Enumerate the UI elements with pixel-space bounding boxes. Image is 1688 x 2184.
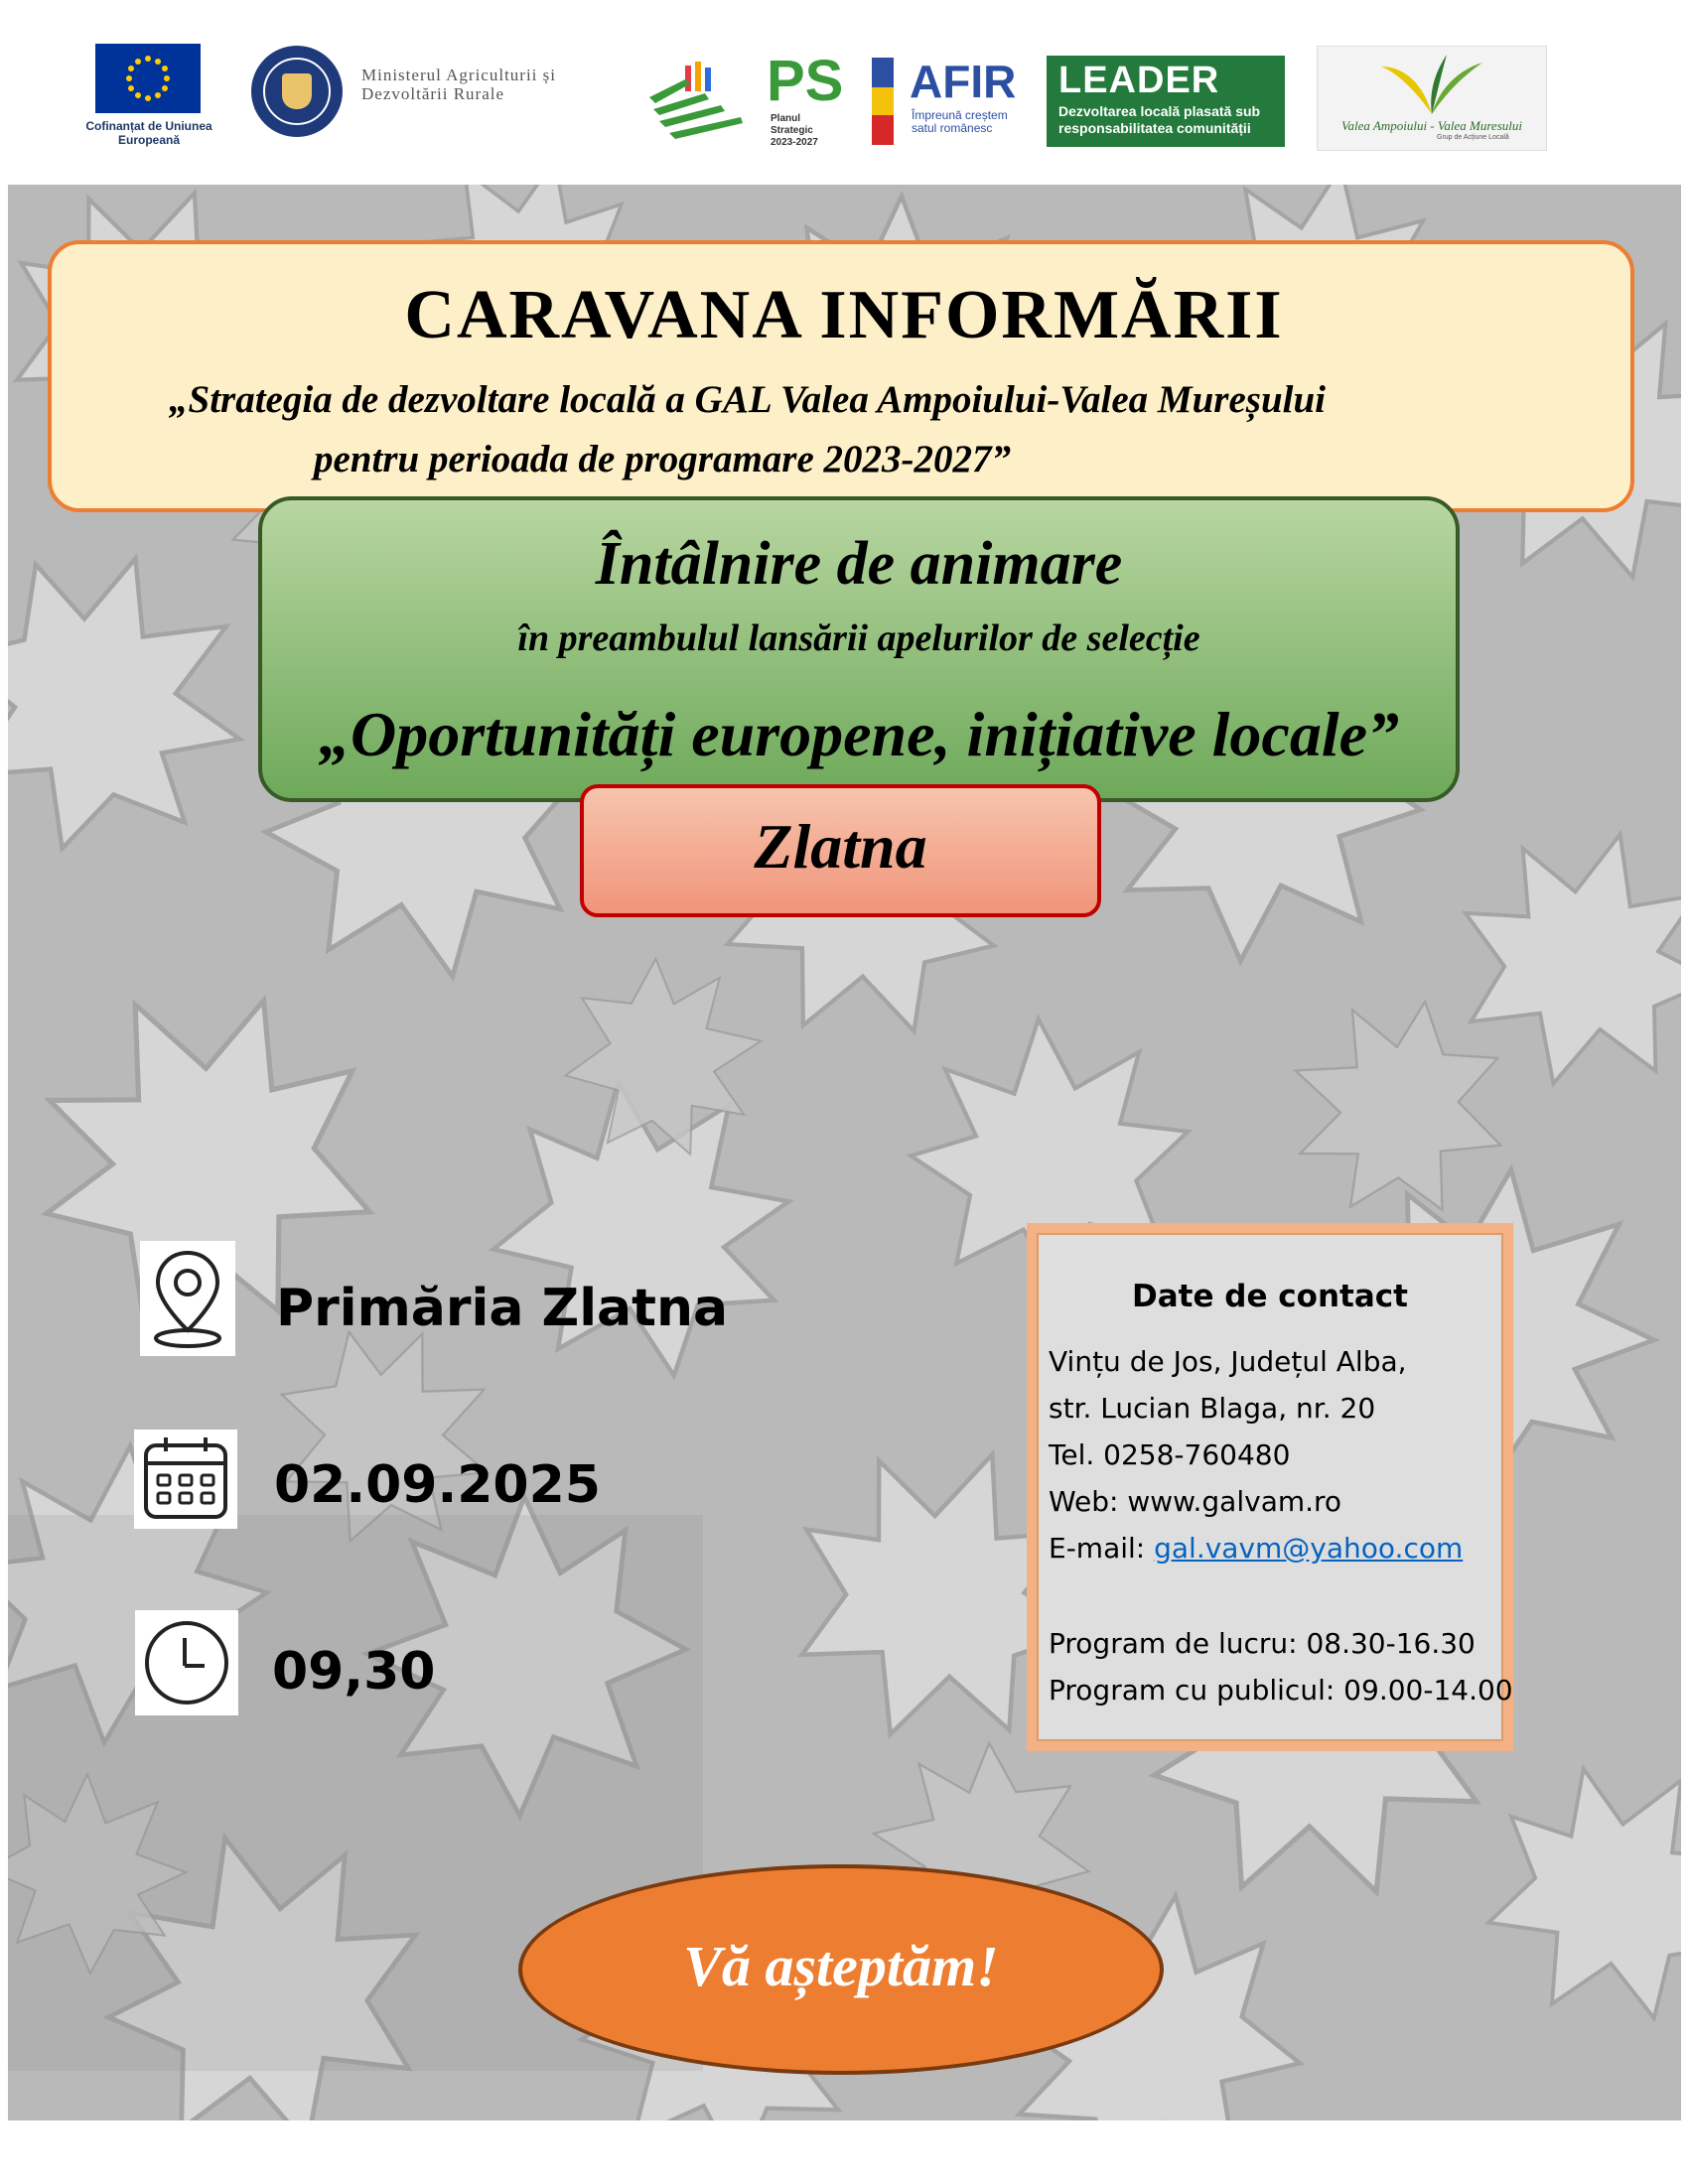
clock-icon [135,1610,238,1715]
calendar-icon [134,1430,237,1529]
planul-strategic-caption: Planul Strategic 2023-2027 [771,113,818,148]
planul-strategic-mark: PS [767,49,844,113]
gal-leaf-icon [1377,53,1486,118]
page-title: CARAVANA INFORMĂRII [404,277,1284,353]
contact-email-row [1049,1533,1463,1565]
contact-address-line1: Vințu de Jos, Județul Alba, [1049,1345,1407,1378]
strategy-title-line1: „Strategia de dezvoltare locală a GAL Valea Ampoiului-Valea Mureșului [169,378,1327,421]
location-badge-text: Zlatna [754,811,927,882]
afir-mark: AFIR [910,56,1017,107]
meeting-slogan: „Oportunități europene, inițiative locale” [319,699,1399,769]
gal-logo [1317,46,1547,151]
eu-flag-icon [95,44,201,113]
contact-public-hours: Program cu publicul: 09.00-14.00 [1049,1674,1513,1706]
afir-caption: Împreună creștem satul românesc [912,108,1008,135]
afir-flag-icon [872,58,894,145]
contact-phone: Tel. 0258-760480 [1049,1438,1291,1471]
contact-email-link[interactable]: gal.vavm@yahoo.com [1154,1532,1464,1565]
meeting-subtitle: în preambulul lansării apelurilor de selecție [517,617,1200,659]
date-text: 02.09.2025 [274,1455,601,1515]
ministry-name: Ministerul Agriculturii și Dezvoltării Rurale [361,66,556,103]
contact-title: Date de contact [1132,1279,1408,1314]
planul-strategic-mark-icon [645,58,745,139]
contact-working-hours: Program de lucru: 08.30-16.30 [1049,1627,1476,1660]
contact-web: Web: www.galvam.ro [1049,1485,1342,1518]
logo-header [0,0,1688,184]
leader-mark: LEADER [1058,60,1220,101]
location-pin-icon [140,1241,235,1356]
leader-caption: Dezvoltarea locală plasată sub responsabilitatea comunității [1058,103,1261,136]
meeting-title: Întâlnire de animare [595,530,1123,598]
contact-email-label: E-mail: [1049,1532,1155,1565]
government-seal-icon [251,46,343,137]
leader-logo [1047,56,1285,147]
gal-logo-name: Valea Ampoiului - Valea Muresului [1341,118,1522,133]
closing-text: Vă așteptăm! [683,1934,999,1998]
venue-text: Primăria Zlatna [276,1279,729,1338]
time-text: 09,30 [272,1642,436,1702]
gal-logo-subtitle: Grup de Acțiune Locală [1437,134,1509,141]
eu-caption: Cofinanțat de Uniunea Europeană [85,119,212,147]
strategy-title-line2: pentru perioada de programare 2023-2027” [314,438,1011,480]
contact-address-line2: str. Lucian Blaga, nr. 20 [1049,1392,1376,1425]
